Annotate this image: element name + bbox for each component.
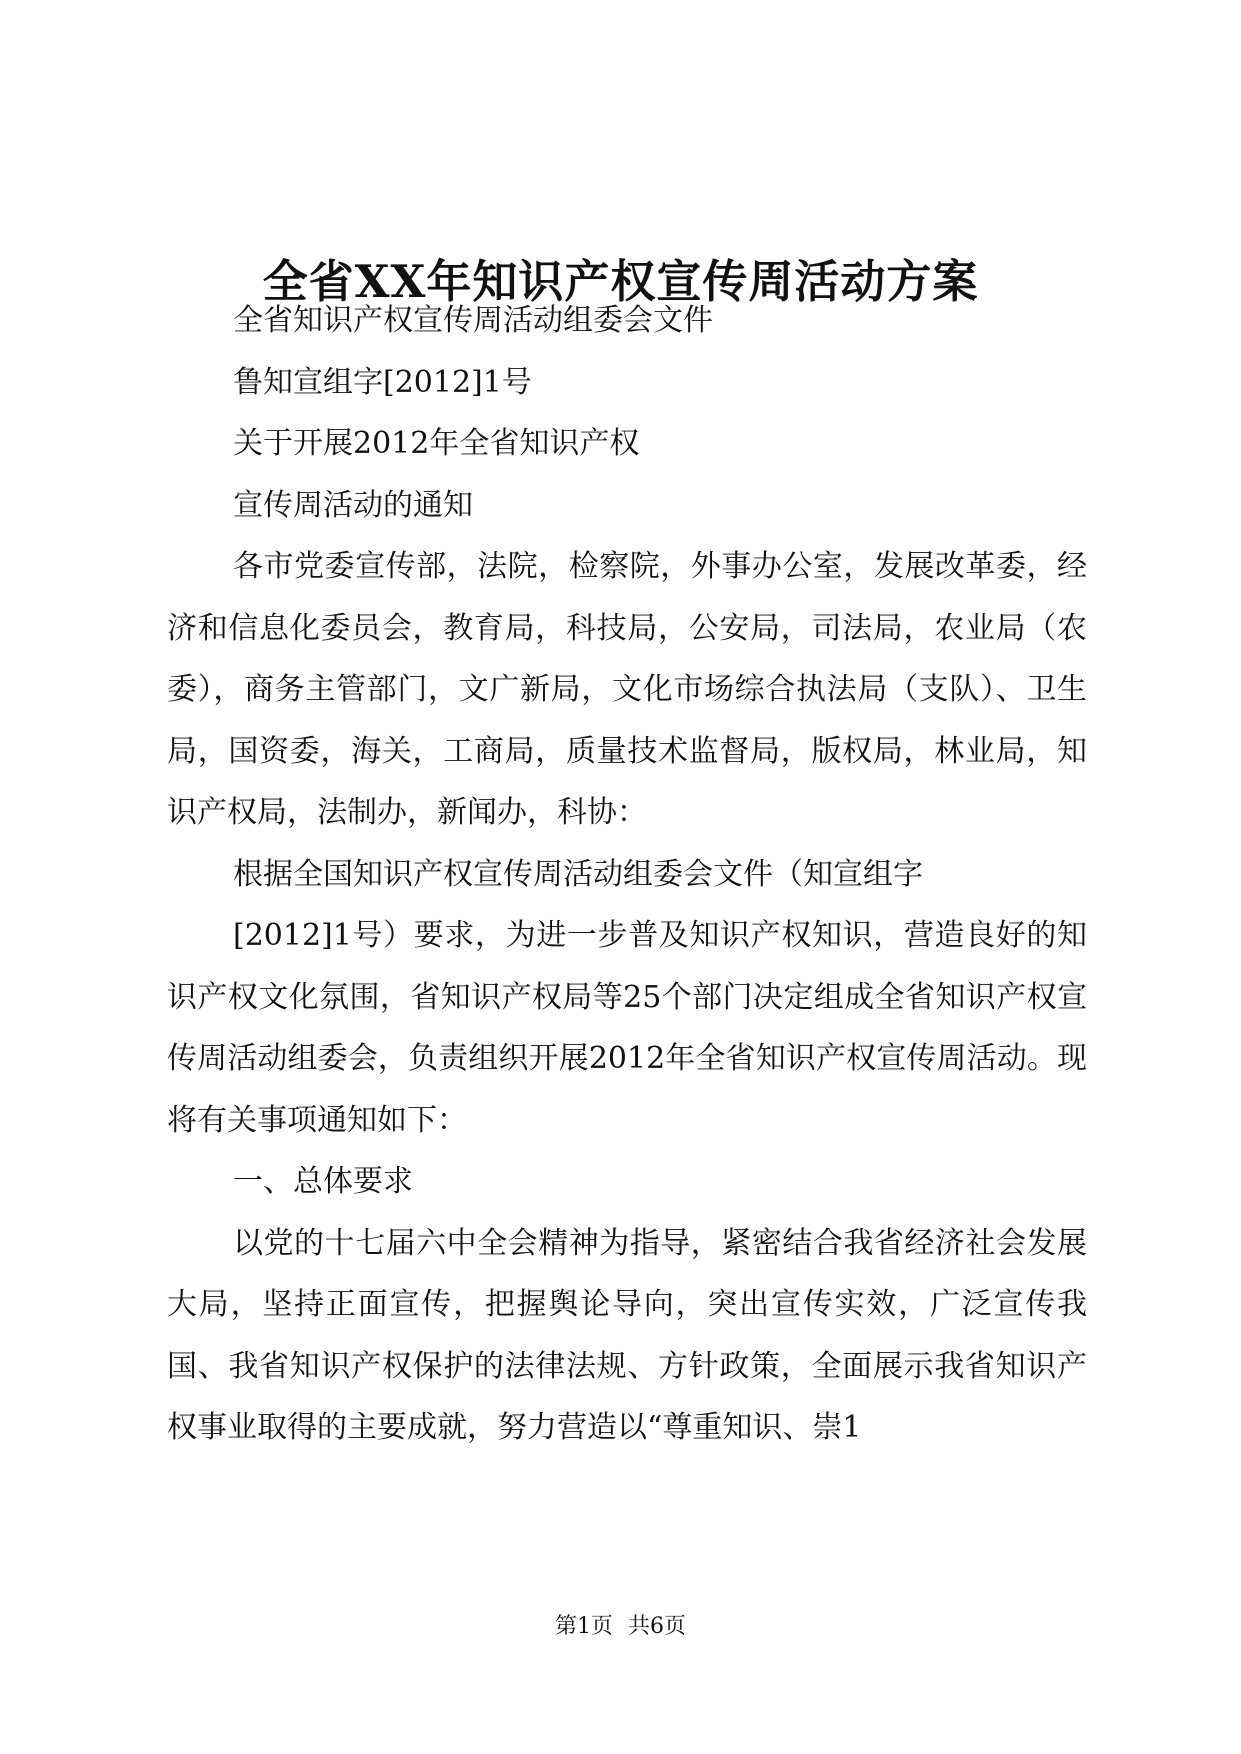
- paragraph-document-number: 鲁知宣组字[2012]1号: [233, 364, 532, 400]
- page-footer: [0, 1612, 1241, 1642]
- paragraph-purpose: [2012]1号）要求，为进一步普及知识产权知识，营造良好的知识产权文化氛围，省知识产权局等25个部门决定组成全省知识产权宣传周活动组委会，负责组织开展2012年全省知识产权宣传周活动。现将有关事项通知如下：: [167, 918, 1087, 1138]
- paragraph-issuer: 全省知识产权宣传周活动组委会文件: [233, 303, 713, 338]
- paragraph-notice-title-line1: 关于开展2012年全省知识产权: [233, 426, 640, 461]
- document-body: [167, 290, 1087, 1459]
- page-total: 共6页: [628, 1614, 686, 1639]
- section-heading-general-requirements: 一、总体要求: [233, 1164, 413, 1199]
- paragraph-notice-title-line2: 宣传周活动的通知: [233, 487, 473, 523]
- paragraph-basis: 根据全国知识产权宣传周活动组委会文件（知宣组字: [233, 856, 923, 892]
- paragraph-guidance: 以党的十七届六中全会精神为指导，紧密结合我省经济社会发展大局，坚持正面宣传，把握舆论导向，突出宣传实效，广泛宣传我国、我省知识产权保护的法律法规、方针政策，全面展示我省知识产权事业取得的主要成就，努力营造以“尊重知识、崇1: [167, 1225, 1087, 1445]
- page-number: 第1页: [555, 1614, 613, 1639]
- paragraph-recipients: 各市党委宣传部，法院，检察院，外事办公室，发展改革委，经济和信息化委员会，教育局，科技局，公安局，司法局，农业局（农委），商务主管部门，文广新局，文化市场综合执法局（支队）、卫生局，国资委，海关，工商局，质量技术监督局，版权局，林业局，知识产权局，法制办，新闻办，科协：: [167, 549, 1087, 830]
- document-title: 全省XX年知识产权宣传周活动方案: [262, 255, 979, 309]
